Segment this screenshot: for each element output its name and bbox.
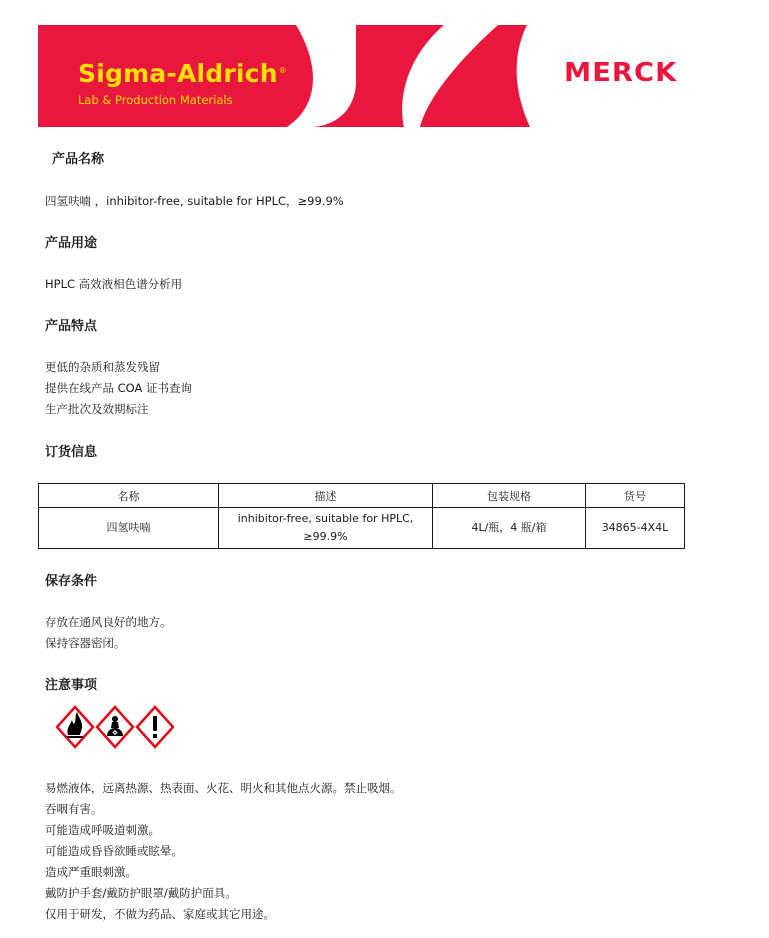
table-header-row [39,484,685,508]
sigma-aldrich-logo [78,57,287,107]
product-use-heading: 产品用途 [45,236,98,251]
column-header-name: 名称 [39,484,219,508]
column-header-description: 描述 [219,484,433,508]
cell-sku: 34865-4X4L [586,508,685,549]
precaution-item: 可能造成昏昏欲睡或眩晕。 [45,844,183,858]
table-row [39,508,685,549]
product-name-value: 四氢呋喃 ，inhibitor-free, suitable for HPLC，≥99.9% [45,194,344,208]
product-name-heading: 产品名称 [52,152,105,167]
feature-item: 生产批次及效期标注 [45,402,149,416]
order-table [38,483,685,549]
precautions-list [45,778,402,925]
brand-name: Sigma-Aldrich® [78,59,287,88]
header-banner [38,25,737,127]
precaution-item: 易燃液体，远离热源、热表面、火花、明火和其他点火源。禁止吸烟。 [45,781,402,795]
storage-heading: 保存条件 [45,574,98,589]
exclamation-icon [137,707,173,747]
product-use-value: HPLC 高效液相色谱分析用 [45,277,183,291]
cell-description-line: ≥99.9% [303,530,348,543]
storage-item: 存放在通风良好的地方。 [45,615,172,629]
health-hazard-icon [97,707,133,747]
cell-name: 四氢呋喃 [39,508,219,549]
storage-list [45,612,172,654]
precaution-item: 造成严重眼刺激。 [45,865,137,879]
merck-logo: MERCK [564,58,678,88]
ghs-pictograms [56,705,174,749]
product-features-heading: 产品特点 [45,319,98,334]
storage-item: 保持容器密闭。 [45,636,126,650]
precaution-item: 可能造成呼吸道刺激。 [45,823,160,837]
product-features-list [45,357,192,420]
feature-item: 更低的杂质和蒸发残留 [45,360,160,374]
precaution-item: 吞咽有害。 [45,802,103,816]
cell-package: 4L/瓶，4 瓶/箱 [433,508,586,549]
order-info-heading: 订货信息 [45,445,98,460]
feature-item: 提供在线产品 COA 证书查询 [45,381,193,395]
flame-icon [57,707,93,747]
brand-subtitle: Lab & Production Materials [78,93,233,107]
cell-description-line: inhibitor-free, suitable for HPLC, [237,512,414,525]
precaution-item: 戴防护手套/戴防护眼罩/戴防护面具。 [45,886,237,900]
cell-description [219,508,433,549]
column-header-sku: 货号 [586,484,685,508]
precautions-heading: 注意事项 [45,678,98,693]
column-header-package: 包装规格 [433,484,586,508]
precaution-item: 仅用于研发，不做为药品、家庭或其它用途。 [45,907,275,921]
